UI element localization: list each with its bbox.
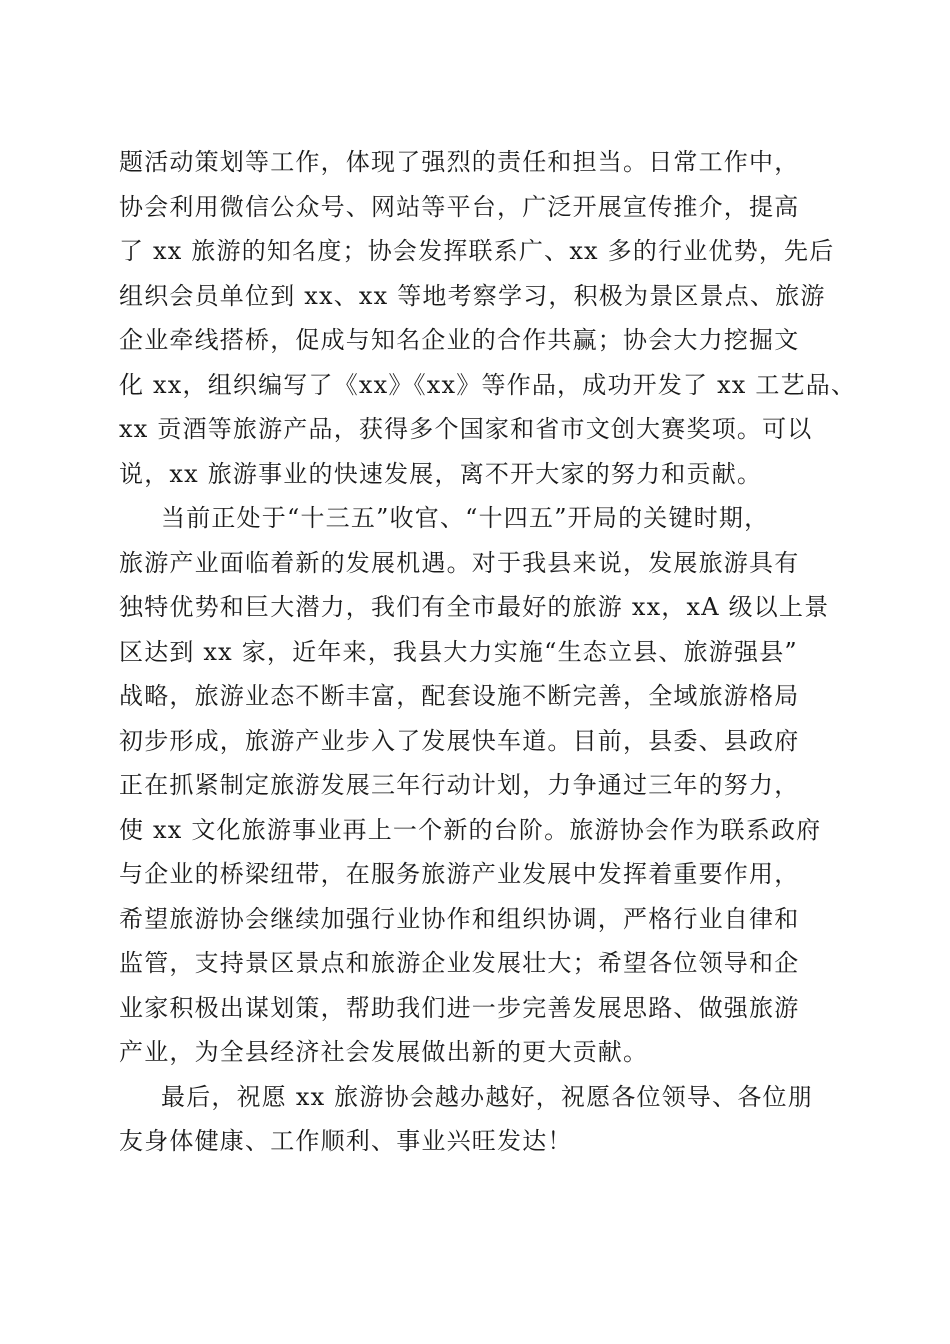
text-line-15: 正在抓紧制定旅游发展三年行动计划，力争通过三年的努力， xyxy=(119,771,800,799)
text-line-6: 化 xx，组织编写了《xx》《xx》等作品，成功开发了 xx 工艺品、 xyxy=(119,370,857,399)
text-line-4: 组织会员单位到 xx、xx 等地考察学习，积极为景区景点、旅游 xyxy=(119,281,826,310)
text-line-8: 说，xx 旅游事业的快速发展，离不开大家的努力和贡献。 xyxy=(119,459,763,488)
text-line-14: 初步形成，旅游产业步入了发展快车道。目前，县委、县政府 xyxy=(119,726,800,755)
text-line-2: 协会利用微信公众号、网站等平台，广泛开展宣传推介，提高 xyxy=(119,192,800,221)
text-line-5: 企业牵线搭桥，促成与知名企业的合作共赢；协会大力挖掘文 xyxy=(119,326,800,354)
text-line-23: 友身体健康、工作顺利、事业兴旺发达！ xyxy=(119,1127,573,1155)
text-line-22: 最后，祝愿 xx 旅游协会越办越好，祝愿各位领导、各位朋 xyxy=(161,1082,813,1111)
text-line-19: 监管，支持景区景点和旅游企业发展壮大；希望各位领导和企 xyxy=(119,949,800,977)
text-line-7: xx 贡酒等旅游产品，获得多个国家和省市文创大赛奖项。可以 xyxy=(119,415,813,443)
text-line-12: 区达到 xx 家，近年来，我县大力实施“生态立县、旅游强县” xyxy=(119,637,798,666)
text-line-21: 产业，为全县经济社会发展做出新的更大贡献。 xyxy=(119,1038,649,1066)
text-line-20: 业家积极出谋划策，帮助我们进一步完善发展思路、做强旅游 xyxy=(119,993,800,1022)
body-text xyxy=(119,140,857,1164)
text-line-16: 使 xx 文化旅游事业再上一个新的台阶。旅游协会作为联系政府 xyxy=(119,815,822,844)
text-line-17: 与企业的桥梁纽带，在服务旅游产业发展中发挥着重要作用， xyxy=(119,860,800,888)
text-line-11: 独特优势和巨大潜力，我们有全市最好的旅游 xx，xA 级以上景 xyxy=(119,593,830,621)
text-line-10: 旅游产业面临着新的发展机遇。对于我县来说，发展旅游具有 xyxy=(119,548,800,577)
text-line-1: 题活动策划等工作，体现了强烈的责任和担当。日常工作中， xyxy=(119,148,800,176)
text-line-3: 了 xx 旅游的知名度；协会发挥联系广、xx 多的行业优势，先后 xyxy=(119,237,835,265)
text-line-18: 希望旅游协会继续加强行业协作和组织协调，严格行业自律和 xyxy=(119,904,800,933)
text-line-9: 当前正处于“十三五”收官、“十四五”开局的关键时期， xyxy=(161,504,770,532)
text-line-13: 战略，旅游业态不断丰富，配套设施不断完善，全域旅游格局 xyxy=(119,682,800,710)
